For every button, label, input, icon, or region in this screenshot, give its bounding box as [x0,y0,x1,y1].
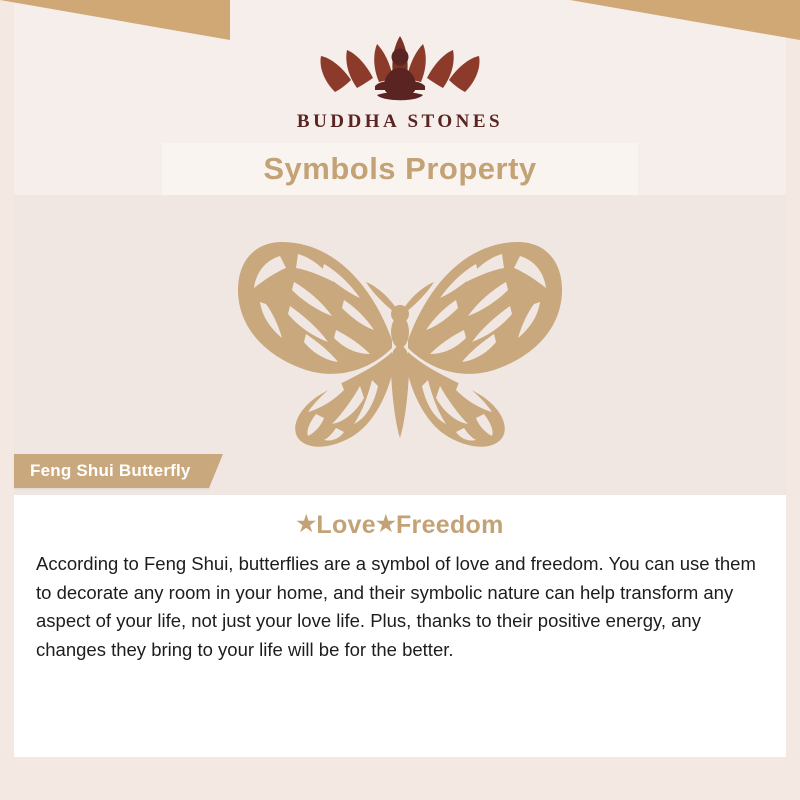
subtitle [36,511,764,540]
brand-header [14,0,786,140]
subtitle-love: Love [316,511,376,539]
description-paragraph: According to Feng Shui, butterflies are a symbol of love and freedom. You can use them to decorate any room in your home, and their symbolic nature can help transform any aspect of your life, not just your love life. Plus, thanks to their positive energy, any changes they bring to your life will be for the better. [36,553,756,661]
bottom-strip [0,757,800,800]
star-icon-left: ★ [296,511,317,536]
hero-image-area [14,195,786,495]
lotus-meditation-figure-icon [305,20,495,115]
status-badge [14,454,209,488]
description-panel [14,495,786,757]
brand-name: BUDDHA STONES [296,111,504,132]
page-title: Symbols Property [263,151,537,186]
badge-label: Feng Shui Butterfly [30,461,191,480]
title-banner [162,143,638,195]
butterfly-illustration [220,220,580,470]
subtitle-freedom: Freedom [395,511,504,539]
star-icon-middle: ★ [375,511,396,536]
right-edge-strip [786,0,800,800]
left-edge-strip [0,0,14,800]
